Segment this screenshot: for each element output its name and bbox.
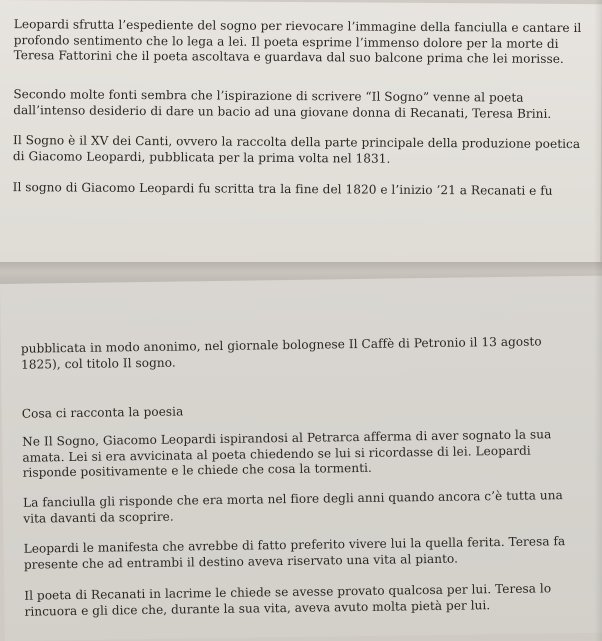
section-heading: Cosa ci racconta la poesia [21, 404, 184, 421]
top-page-section [0, 0, 602, 266]
paragraph-publication: pubblicata in modo anonimo, nel giornale bolognese Il Caffè di Petronio il 13 agosto 1825), col titolo Il sogno. [20, 334, 542, 372]
paragraph-pieta: Il poeta di Recanati in lacrime le chiede se avesse provato qualcosa per lui. Teresa lo rincuora e gli dice che, durante la sua vita, aveva avuto molta pietà per lui. [24, 581, 552, 619]
paragraph-canti: Il Sogno è il XV dei Canti, ovvero la raccolta della parte principale della produzione poetica di Giacomo Leopardi, pubblicata per la prima volta nel 1831. [12, 133, 581, 166]
paragraph-fanciulla: La fanciulla gli risponde che era morta nel fiore degli anni quando ancora c’è tutta una vita davanti da scoprire. [22, 488, 563, 526]
paragraph-written-date: Il sogno di Giacomo Leopardi fu scritta tra la fine del 1820 e l’inizio ’21 a Recanati e fu [12, 180, 553, 198]
paragraph-teresa-brini: Secondo molte fonti sembra che l’ispirazione di scrivere “Il Sogno” venne al poeta dall’intenso desiderio di dare un bacio ad una giovane donna di Recanati, Teresa Brini. [13, 87, 552, 121]
paragraph-teresa-fattorini: Leopardi sfrutta l’espediente del sogno per rievocare l’immagine della fanciulla e cantare il profondo sentimento che lo lega a lei. Il poeta esprime l’immenso dolore per la morte di Teresa Fattorini che il poeta ascoltava e guardava dal suo balcone prima che lei morisse. [13, 17, 582, 67]
paragraph-petrarca: Ne Il Sogno, Giacomo Leopardi ispirandosi al Petrarca afferma di aver sognato la sua amata. Lei si era avvicinata al poeta chiedendo se lui si ricordasse di lei. Leopardi risponde positivamente e le chiede che cosa la tormenti. [22, 427, 552, 480]
bottom-page-section [0, 276, 602, 641]
edge-shadow [594, 0, 602, 641]
paragraph-ferita: Leopardi le manifesta che avrebbe di fatto preferito vivere lui la quella ferita. Teresa fa presente che ad entrambi il destino aveva riservato una vita al pianto. [23, 534, 566, 572]
